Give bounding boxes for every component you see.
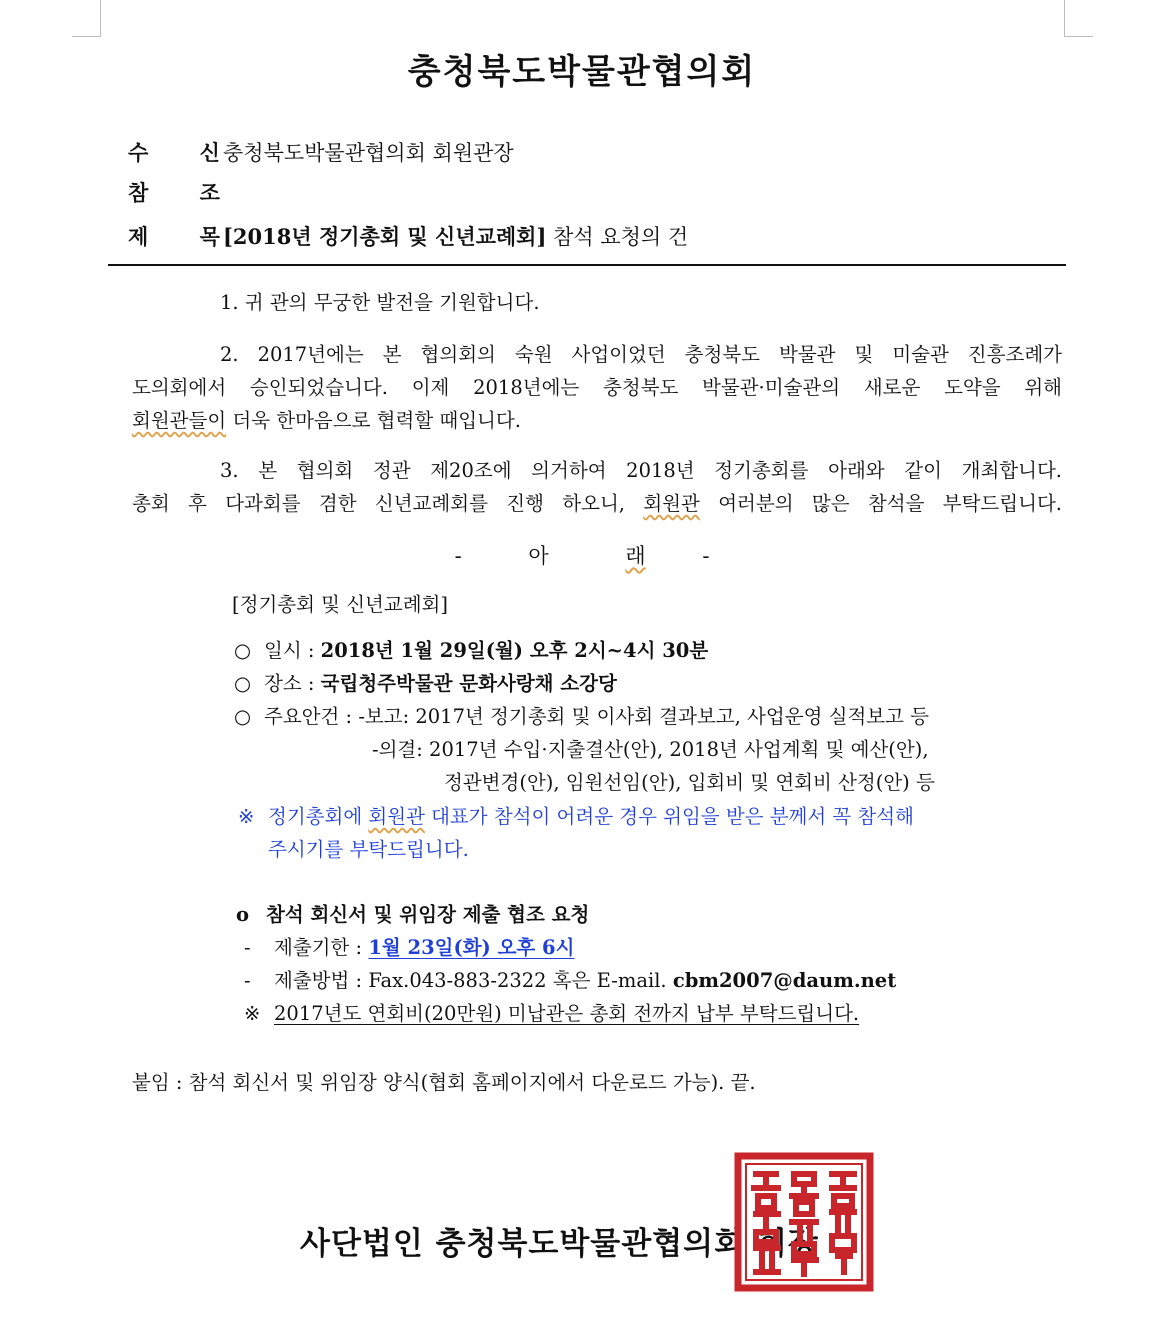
signature-line: 사단법인 충청북도박물관협의회 회장 xyxy=(300,1226,819,1262)
agenda-resolution-line-2: 정관변경(안), 임원선임(안), 입회비 및 연회비 산정(안) 등 xyxy=(444,771,935,794)
bullet-icon: o xyxy=(236,903,250,926)
crop-mark-top-left xyxy=(72,0,101,37)
circle-bullet-icon: ○ xyxy=(234,705,252,728)
meeting-date-row: ○ 일시 : 2018년 1월 29일(월) 오후 2시~4시 30분 xyxy=(234,634,708,667)
reference-row xyxy=(128,176,242,208)
subject-bold-text: [2018년 정기총회 및 신년교례회] xyxy=(223,224,547,249)
reference-mark-icon: ※ xyxy=(238,805,255,828)
attachment-line: 붙임 : 참석 회신서 및 위임장 양식(협회 홈페이지에서 다운로드 가능). 끝. xyxy=(132,1071,756,1094)
meeting-note-line-2: 주시기를 부탁드립니다. xyxy=(268,838,469,861)
meeting-date-value: 2018년 1월 29일(월) 오후 2시~4시 30분 xyxy=(320,639,709,662)
dash-bullet-icon: - xyxy=(244,936,251,959)
dues-note: 2017년도 연회비(20만원) 미납관은 총회 전까지 납부 부탁드립니다. xyxy=(274,1002,860,1025)
crop-mark-top-right xyxy=(1064,0,1093,37)
reference-mark-icon: ※ xyxy=(244,1002,261,1025)
paragraph-3-line-2: 총회 후 다과회를 겸한 신년교례회를 진행 하오니, 회원관 여러분의 많은 참석을 부탁드립니다. xyxy=(132,492,1062,515)
circle-bullet-icon: ○ xyxy=(234,639,252,662)
submission-email: cbm2007@daum.net xyxy=(672,969,897,992)
paragraph-1: 1. 귀 관의 무궁한 발전을 기원합니다. xyxy=(220,291,540,314)
paragraph-3 xyxy=(132,454,1062,520)
agenda-resolution-line-1: -의결: 2017년 수입·지출결산(안), 2018년 사업계획 및 예산(안), xyxy=(372,738,929,761)
recipient-row xyxy=(128,136,514,168)
header-divider xyxy=(108,264,1066,266)
official-seal-icon xyxy=(734,1152,874,1292)
submission-heading: o 참석 회신서 및 위임장 제출 협조 요청 xyxy=(236,898,589,931)
meeting-note: ※ 정기총회에 회원관 대표가 참석이 어려운 경우 위임을 받은 분께서 꼭 참석해 xyxy=(238,800,914,833)
dash-bullet-icon: - xyxy=(244,969,251,992)
submission-method-row: - 제출방법 : Fax.043-883-2322 혹은 E-mail. cbm2007@daum.net xyxy=(244,964,896,997)
meeting-heading: [정기총회 및 신년교례회] xyxy=(232,593,448,616)
paragraph-2 xyxy=(132,338,1062,437)
submission-deadline-row: - 제출기한 : 1월 23일(화) 오후 6시 xyxy=(244,931,574,964)
recipient-value: 충청북도박물관협의회 회원관장 xyxy=(223,141,514,165)
subject-rest-text: 참석 요청의 건 xyxy=(546,225,689,249)
below-marker: - 아 래 - xyxy=(454,544,710,568)
paragraph-2-line-2: 도의회에서 승인되었습니다. 이제 2018년에는 충청북도 박물관·미술관의 새로운 도약을 위해 xyxy=(132,376,1062,399)
paragraph-3-line-1: 3. 본 협의회 정관 제20조에 의거하여 2018년 정기총회를 아래와 같이 개최합니다. xyxy=(220,459,1062,482)
submission-deadline-value: 1월 23일(화) 오후 6시 xyxy=(368,936,575,959)
paragraph-2-line-3: 회원관들이 더욱 한마음으로 협력할 때입니다. xyxy=(132,409,521,432)
paragraph-2-line-1: 2. 2017년에는 본 협의회의 숙원 사업이었던 충청북도 박물관 및 미술관 진흥조례가 xyxy=(220,343,1062,366)
circle-bullet-icon: ○ xyxy=(234,672,252,695)
reference-label: 참 조 xyxy=(128,180,242,205)
subject-value xyxy=(223,221,688,251)
meeting-place-row: ○ 장소 : 국립청주박물관 문화사랑채 소강당 xyxy=(234,667,617,700)
subject-row xyxy=(128,220,688,252)
subject-label: 제 목 xyxy=(128,224,242,249)
recipient-label: 수 신 xyxy=(128,140,242,165)
document-title: 충청북도박물관협의회 xyxy=(407,52,757,92)
agenda-report: -보고: 2017년 정기총회 및 이사회 결과보고, 사업운영 실적보고 등 xyxy=(358,705,929,728)
submission-note xyxy=(244,997,859,1030)
meeting-agenda-row: ○ 주요안건 : -보고: 2017년 정기총회 및 이사회 결과보고, 사업운영 실적보고 등 xyxy=(234,700,929,733)
meeting-place-value: 국립청주박물관 문화사랑채 소강당 xyxy=(320,672,617,695)
